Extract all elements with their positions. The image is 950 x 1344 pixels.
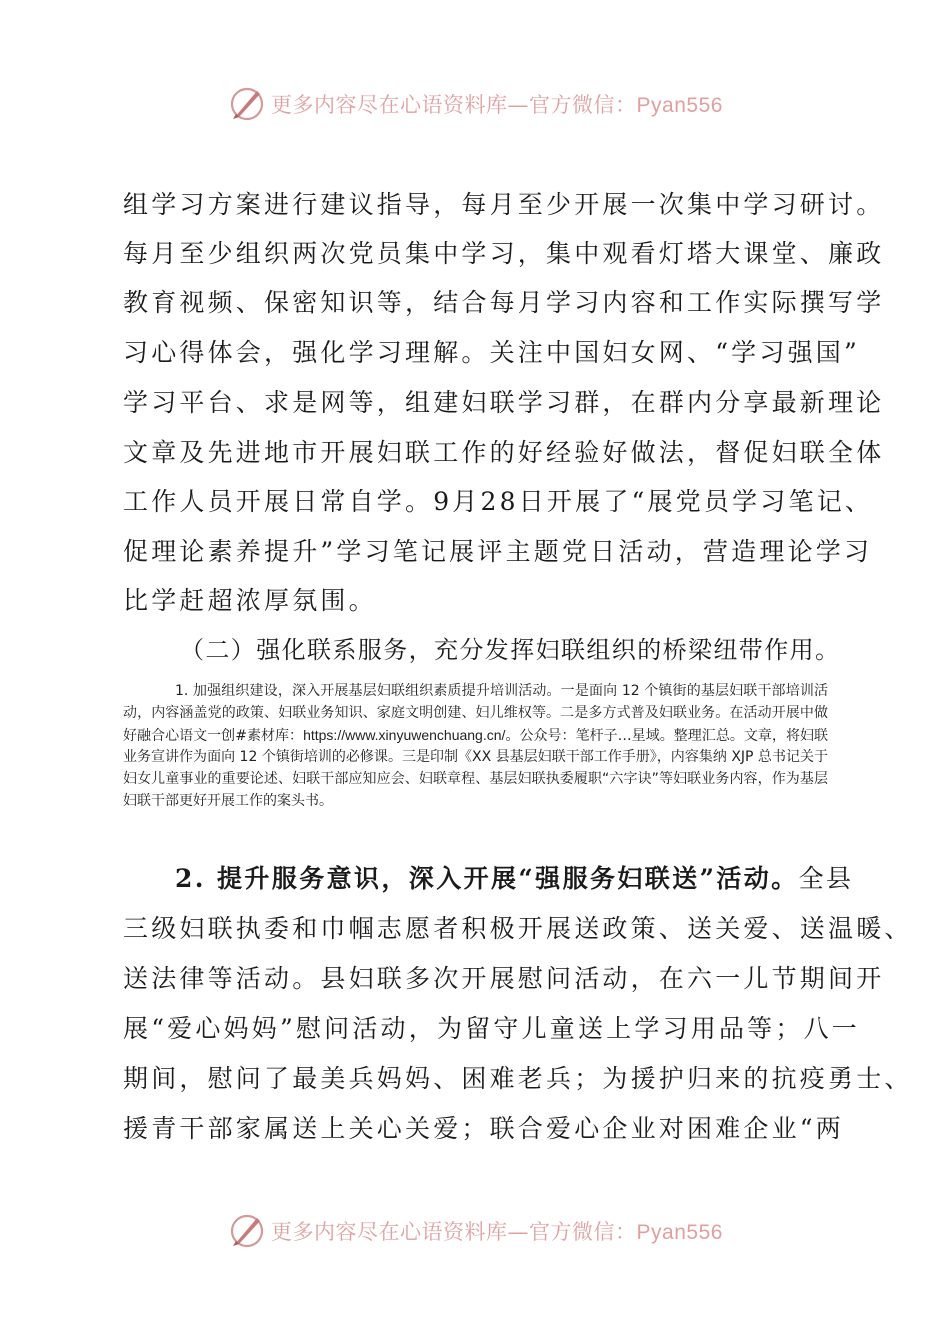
text-line: 组学习方案进行建议指导，每月至少开展一次集中学习研讨。 [123, 190, 885, 219]
text-line: 三级妇联执委和巾帼志愿者积极开展送政策、送关爱、送温暖、 [123, 914, 913, 943]
wechat-id: Pyan556 [636, 1221, 723, 1244]
text-line: 习心得体会，强化学习理解。关注中国妇女网、“学习强国” [123, 338, 860, 367]
watermark-text: 更多内容尽在心语资料库—官方微信：Pyan556 [271, 93, 723, 117]
watermark-header [0, 82, 950, 126]
text-line: 比学赶超浓厚氛围。 [123, 586, 377, 615]
text-span: 全县 [798, 864, 854, 893]
text-line: 送法律等活动。县妇联多次开展慰问活动，在六一儿节期间开 [123, 964, 885, 993]
text-line: 学习平台、求是网等，组建妇联学习群，在群内分享最新理论 [123, 388, 885, 417]
watermark-text: 更多内容尽在心语资料库—官方微信：Pyan556 [271, 1220, 723, 1244]
text-line: 促理论素养提升”学习笔记展评主题党日活动，营造理论学习 [123, 537, 873, 566]
quill-pen-icon [227, 1211, 267, 1251]
text-line: 援青干部家属送上关心关爱；联合爱心企业对困难企业“两 [123, 1114, 844, 1143]
text-line: 展“爱心妈妈”慰问活动，为留守儿童送上学习用品等；八一 [123, 1014, 860, 1043]
text-line: 期间，慰问了最美兵妈妈、困难老兵；为援护归来的抗疫勇士、 [123, 1064, 913, 1093]
text-line: 文章及先进地市开展妇联工作的好经验好做法，督促妇联全体 [123, 438, 885, 467]
section-heading: （二）强化联系服务，充分发挥妇联组织的桥梁纽带作用。 [180, 636, 841, 664]
text-line [175, 862, 854, 896]
watermark-footer [0, 1209, 950, 1253]
small-paragraph-part1: 1. 加强组织建设，深入开展基层妇联组织素质提升培训活动。一是面向 12 个镇街的基层妇联干部培训活动，内容涵盖党的政策、妇联业务知识、家庭文明创建、妇儿维权等。二是多方式普及妇联业务。在活动开展中做好融合心语文一创#素材库： [123, 683, 828, 744]
paragraph-lead-bold: 2. 提升服务意识，深入开展“强服务妇联送”活动。 [175, 864, 799, 893]
wechat-id: Pyan556 [636, 94, 723, 117]
text-line: 每月至少组织两次党员集中学习，集中观看灯塔大课堂、廉政 [123, 239, 885, 268]
text-line: 教育视频、保密知识等，结合每月学习内容和工作实际撰写学 [123, 288, 885, 317]
source-url: https://www.xinyuwenchuang.cn/ [303, 726, 506, 743]
small-paragraph-part2: 。公众号：笔杆子…星域。整理汇总。文章，将妇联业务宣讲作为面向 12 个镇街培训的必修课。三是印制《XX 县基层妇联干部工作手册》，内容集纳 XJP 总书记关于妇女儿童事业的重要论述、妇联干部应知应会、妇联章程、基层妇联执委履职“六字诀”等妇联业务内容，作为基层妇联干部更好开展工作的案头书。 [123, 727, 829, 809]
quill-pen-icon [227, 84, 267, 124]
small-paragraph [123, 681, 828, 813]
text-line: 工作人员开展日常自学。9月28日开展了“展党员学习笔记、 [123, 487, 874, 516]
